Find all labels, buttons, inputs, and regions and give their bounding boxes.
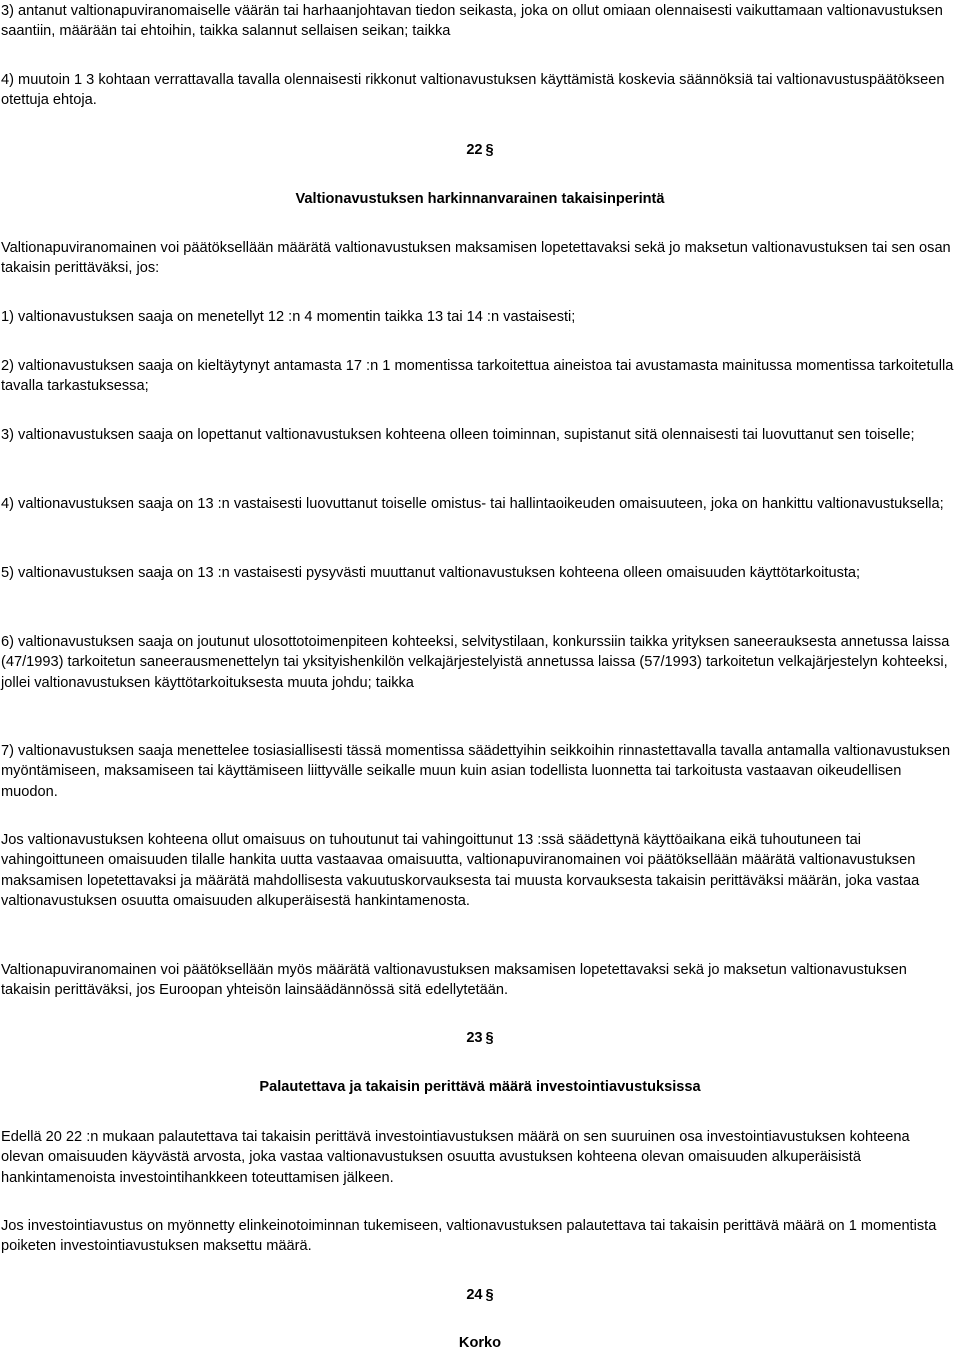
section-23-title: Palautettava ja takaisin perittävä määrä investointiavustuksissa <box>259 1079 701 1095</box>
paragraph-item-2: 2) valtionavustuksen saaja on kieltäytynyt antamasta 17 :n 1 momentissa tarkoitettua aineistoa tai avustamasta mainitussa momentissa tarkoitetulla tavalla tarkastuksessa; <box>1 358 954 395</box>
paragraph-intro: Valtionapuviranomainen voi päätöksellään määrätä valtionavustuksen maksamisen lopetettavaksi sekä jo maksetun valtionavustuksen tai sen osan takaisin perittäväksi, jos: <box>1 240 951 277</box>
section-number: 22 <box>466 142 483 158</box>
paragraph-eu-law: Valtionapuviranomainen voi päätöksellään myös määrätä valtionavustuksen maksamisen lopetettavaksi sekä jo maksetun valtionavustuksen takaisin perittäväksi, jos Euroopan yhteisön lainsäädännössä sitä edellytetään. <box>1 962 907 999</box>
paragraph-business-subsidy: Jos investointiavustus on myönnetty elinkeinotoiminnan tukemiseen, valtionavustuksen palautettava tai takaisin perittävä määrä on 1 momentista poiketen investointiavustuksen maksettu määrä. <box>1 1218 937 1255</box>
paragraph-item-7: 7) valtionavustuksen saaja menettelee tosiasiallisesti tässä momentissa säädettyihin seikkoihin rinnastettavalla tavalla antamalla valtionavustuksen myöntämiseen, maksamiseen tai käyttämiseen liittyvälle seikalle muun kuin asian todellista luonnetta tai tarkoitusta vastaavan oikeudellisen muodon. <box>1 743 951 800</box>
section-22-title: Valtionavustuksen harkinnanvarainen takaisinperintä <box>295 191 665 207</box>
section-24-title: Korko <box>458 1335 502 1351</box>
section-symbol: § <box>485 1287 494 1303</box>
paragraph-item-4: 4) muutoin 1 3 kohtaan verrattavalla tavalla olennaisesti rikkonut valtionavustuksen käyttämistä koskevia säännöksiä tai valtionavustuspäätökseen otettuja ehtoja. <box>1 72 945 109</box>
paragraph-item-1: 1) valtionavustuksen saaja on menetellyt 12 :n 4 momentin taikka 13 tai 14 :n vastaisesti; <box>1 309 576 325</box>
paragraph-destroyed-property: Jos valtionavustuksen kohteena ollut omaisuus on tuhoutunut tai vahingoittunut 13 :ssä säädettynä käyttöaikana eikä tuhoutuneen tai vahingoittuneen omaisuuden tilalle hankita uutta vastaavaa omaisuutta, valtionapuviranomainen voi päätöksellään määrätä valtionavustuksen maksamisen lopetettavaksi ja määrätä mahdollisesta vakuutuskorvauksesta tai muusta korvauksesta takaisin perittäväksi määrän, joka vastaa valtionavustuksen osuutta omaisuuden alkuperäisestä hankintamenosta. <box>1 832 920 910</box>
paragraph-item-4b: 4) valtionavustuksen saaja on 13 :n vastaisesti luovuttanut toiselle omistus- tai hallintaoikeuden omaisuuteen, joka on hankittu valtionavustuksella; <box>1 496 944 512</box>
section-23-heading <box>0 1028 960 1048</box>
section-24-heading <box>0 1285 960 1305</box>
section-22-heading <box>0 140 960 160</box>
paragraph-item-5: 5) valtionavustuksen saaja on 13 :n vastaisesti pysyvästi muuttanut valtionavustuksen kohteena olleen omaisuuden käyttötarkoitusta; <box>1 565 861 581</box>
section-symbol: § <box>485 1030 494 1046</box>
section-number: 24 <box>466 1287 483 1303</box>
paragraph-item-6: 6) valtionavustuksen saaja on joutunut ulosottotoimenpiteen kohteeksi, selvitystilaan, konkurssiin taikka yrityksen saneerauksesta annetussa laissa (47/1993) tarkoitetun saneerausmenettelyn tai yksityishenkilön velkajärjestelyistä annetussa laissa (57/1993) tarkoitetun velkajärjestelyn kohteeksi, jollei valtionavustuksen käyttötarkoituksesta muuta johdu; taikka <box>1 634 950 691</box>
paragraph-item-3: 3) antanut valtionapuviranomaiselle väärän tai harhaanjohtavan tiedon seikasta, joka on ollut omiaan olennaisesti vaikuttamaan valtionavustuksen saantiin, määrään tai ehtoihin, taikka salannut sellaisen seikan; taikka <box>1 3 943 40</box>
paragraph-refund-amount: Edellä 20 22 :n mukaan palautettava tai takaisin perittävä investointiavustuksen määrä on sen suuruinen osa investointiavustuksen kohteena olevan omaisuuden käyvästä arvosta, joka vastaa valtionavustuksen osuutta avustuksen kohteena olevan omaisuuden alkuperäisistä hankintamenoista investointihankkeen toteuttamisen jälkeen. <box>1 1129 910 1186</box>
section-symbol: § <box>485 142 494 158</box>
paragraph-item-3b: 3) valtionavustuksen saaja on lopettanut valtionavustuksen kohteena olleen toiminnan, supistanut sitä olennaisesti tai luovuttanut sen toiselle; <box>1 427 915 443</box>
section-number: 23 <box>466 1030 483 1046</box>
